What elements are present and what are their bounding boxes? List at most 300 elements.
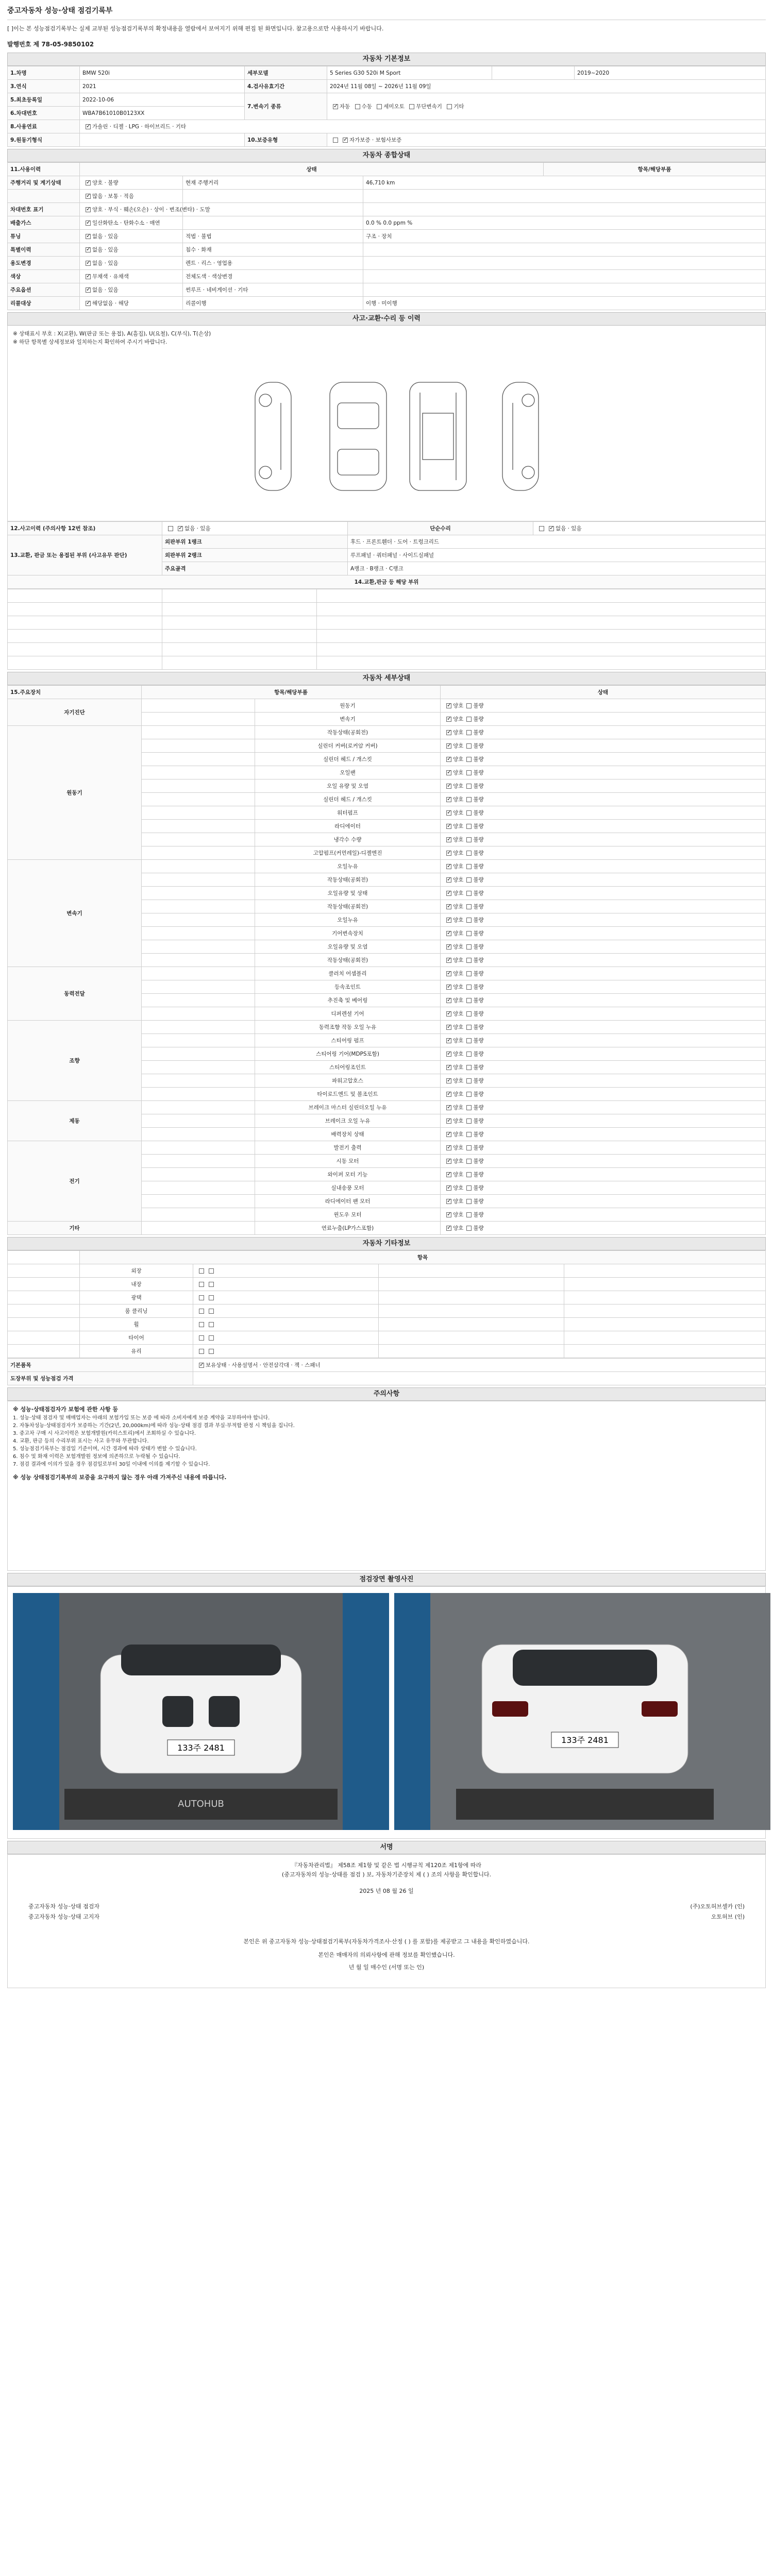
checkbox-good[interactable] [446, 985, 451, 990]
checkbox-good[interactable] [446, 1052, 451, 1057]
value-tools [193, 1359, 766, 1372]
detail-subgroup [142, 1021, 255, 1034]
detail-state [441, 1114, 766, 1128]
checkbox-bad[interactable] [466, 1145, 472, 1150]
detail-state [441, 1047, 766, 1061]
detail-group-4: 조향 [8, 1021, 142, 1101]
checkbox-bad[interactable] [209, 1282, 214, 1287]
overall-state [80, 203, 210, 216]
notifier-label: 중고자동차 성능·상태 고지자 [28, 1913, 100, 1920]
state-bad-label: 불량 [473, 730, 484, 736]
state-good-label: 양호 [453, 890, 464, 896]
state-good-label: 양호 [453, 1064, 464, 1071]
car-rear-photo [394, 1593, 770, 1830]
detail-item: 오일누유 [255, 860, 441, 873]
checkbox-bad[interactable] [466, 1118, 472, 1124]
other-blank [8, 1278, 80, 1291]
parts-cell [162, 603, 317, 616]
checkbox-yes[interactable] [178, 526, 183, 531]
checkbox-good[interactable] [446, 904, 451, 909]
detail-item: 브레이크 오일 누유 [255, 1114, 441, 1128]
checkbox-bad[interactable] [466, 810, 472, 816]
overall-extra: 침수 · 화재 [183, 243, 363, 257]
checkbox-good[interactable] [446, 944, 451, 950]
table-row [8, 257, 766, 270]
checkbox-good[interactable] [446, 730, 451, 735]
checkbox-bad[interactable] [209, 1349, 214, 1354]
table-row [8, 270, 766, 283]
checkbox-bad[interactable] [466, 717, 472, 722]
table-row [8, 297, 766, 310]
checkbox-bad[interactable] [466, 1011, 472, 1016]
detail-subgroup [142, 1208, 255, 1222]
detail-subgroup [142, 820, 255, 833]
detail-state [441, 873, 766, 887]
checkbox-state[interactable] [86, 221, 91, 226]
checkbox-good[interactable] [199, 1309, 204, 1314]
state-bad-label: 불량 [473, 743, 484, 749]
detail-subgroup [142, 1168, 255, 1181]
overall-table [7, 162, 766, 310]
overall-state [80, 230, 183, 243]
label-transmission: 7.변속기 종류 [245, 93, 327, 120]
value-simple-repair [533, 522, 766, 535]
state-good-label: 양호 [453, 1172, 464, 1178]
overall-value [363, 243, 766, 257]
checkbox-bad[interactable] [466, 904, 472, 909]
other-extra [379, 1331, 564, 1345]
label-outer-rank2: 외판부위 2랭크 [162, 549, 348, 562]
notes-footer: ※ 성능 상태점검기록부의 보증을 요구하지 않는 경우 아래 가져주신 내용에 따릅니다. [13, 1474, 227, 1481]
checkbox-good[interactable] [446, 1092, 451, 1097]
detail-subgroup [142, 873, 255, 887]
checkbox-state[interactable] [86, 207, 91, 212]
section-basic-info: 자동차 기본정보 [7, 53, 766, 66]
parts-cell [162, 630, 317, 643]
checkbox-bad[interactable] [209, 1309, 214, 1314]
detail-state [441, 766, 766, 779]
state-bad-label: 불량 [473, 917, 484, 923]
checkbox-good[interactable] [199, 1295, 204, 1300]
state-good-label: 양호 [453, 1051, 464, 1057]
checkbox-bad[interactable] [466, 770, 472, 775]
checkbox-good[interactable] [446, 877, 451, 883]
parts-cell [317, 656, 766, 670]
checkbox-good[interactable] [446, 851, 451, 856]
checkbox-bad[interactable] [466, 998, 472, 1003]
checkbox-good[interactable] [199, 1349, 204, 1354]
other-extra [379, 1304, 564, 1318]
checkbox-good[interactable] [446, 757, 451, 762]
photo-front [13, 1593, 389, 1830]
checkbox-state[interactable] [86, 274, 91, 279]
checkbox-state[interactable] [86, 301, 91, 306]
table-row [8, 283, 766, 297]
detail-state [441, 806, 766, 820]
state-good-label: 양호 [453, 743, 464, 749]
state-good-label: 양호 [453, 1185, 464, 1191]
parts-cell [317, 616, 766, 630]
table-row [8, 967, 766, 980]
detail-subgroup [142, 1047, 255, 1061]
detail-subgroup [142, 860, 255, 873]
wheel-icon [522, 394, 534, 406]
checkbox-bad[interactable] [209, 1322, 214, 1327]
checkbox-bad[interactable] [466, 743, 472, 749]
value-main-frame: A랭크 · B랭크 · C랭크 [348, 562, 766, 575]
checkbox-bad[interactable] [466, 971, 472, 976]
checkbox-bad[interactable] [466, 837, 472, 842]
checkbox-good[interactable] [446, 1078, 451, 1083]
table-row [8, 133, 766, 147]
detail-state [441, 820, 766, 833]
detail-subgroup [142, 954, 255, 967]
detail-subgroup [142, 1088, 255, 1101]
plate-text: 133주 2481 [561, 1735, 609, 1745]
checkbox-good[interactable] [446, 770, 451, 775]
detail-subgroup [142, 887, 255, 900]
checkbox-bad[interactable] [466, 797, 472, 802]
checkbox-good[interactable] [446, 1065, 451, 1070]
state-bad-label: 불량 [473, 1158, 484, 1164]
checkbox-bad[interactable] [466, 824, 472, 829]
checkbox-good[interactable] [446, 703, 451, 708]
car-floor [423, 413, 453, 460]
checkbox-good[interactable] [446, 1118, 451, 1124]
checkbox-good[interactable] [199, 1268, 204, 1274]
checkbox-bad[interactable] [466, 757, 472, 762]
table-row [8, 1345, 766, 1358]
signature-line-3: 본인은 위 중고자동차 성능·상태점검기록부(자동차가격조사·산정 ( ) 를 포함)를 제공받고 그 내용을 확인하였습니다. [243, 1938, 530, 1945]
state-bad-label: 불량 [473, 810, 484, 816]
checkbox-state[interactable] [86, 180, 91, 185]
checkbox-good[interactable] [446, 1226, 451, 1231]
state-good-label: 양호 [453, 730, 464, 736]
value-engine-type [80, 133, 245, 147]
checkbox-bad[interactable] [466, 1172, 472, 1177]
detail-state [441, 1222, 766, 1235]
detail-state [441, 1155, 766, 1168]
state-good-label: 양호 [453, 957, 464, 963]
checkbox-bad[interactable] [466, 1078, 472, 1083]
checkbox-bad[interactable] [466, 1092, 472, 1097]
checkbox-none[interactable] [539, 526, 544, 531]
checkbox-good[interactable] [199, 1322, 204, 1327]
other-extra [379, 1264, 564, 1278]
checkbox-good[interactable] [446, 1212, 451, 1217]
detail-subgroup [142, 967, 255, 980]
state-good-label: 양호 [453, 1024, 464, 1030]
checkbox-good[interactable] [446, 810, 451, 816]
state-bad-label: 불량 [473, 984, 484, 990]
checkbox-good[interactable] [446, 958, 451, 963]
label-year: 3.연식 [8, 80, 80, 93]
overall-value: 구조 · 장치 [363, 230, 766, 243]
checkbox-bad[interactable] [466, 1065, 472, 1070]
photo-panel [7, 1586, 766, 1839]
checkbox-bad[interactable] [466, 918, 472, 923]
state-bad-label: 불량 [473, 1078, 484, 1084]
detail-item: 스티어링조인트 [255, 1061, 441, 1074]
checkbox-other[interactable] [447, 104, 452, 109]
label-engine-type: 9.원동기형식 [8, 133, 80, 147]
parts-cell [317, 603, 766, 616]
overall-extra: 적법 · 불법 [183, 230, 363, 243]
warranty-options: 자가보증 · 보험사보증 [349, 137, 402, 143]
checkbox-bad[interactable] [466, 944, 472, 950]
state-options: 양호 · 불량 [92, 180, 119, 186]
label-main-frame: 주요골격 [162, 562, 348, 575]
detail-group-7: 기타 [8, 1222, 142, 1235]
detail-item: 스티어링 기어(MDPS포함) [255, 1047, 441, 1061]
checkbox-semi-auto[interactable] [377, 104, 382, 109]
table-row [8, 1331, 766, 1345]
checkbox-bad[interactable] [466, 730, 472, 735]
label-tools: 기본품목 [8, 1359, 193, 1372]
state-options: 없음 · 있음 [92, 247, 119, 253]
checkbox-yes[interactable] [549, 526, 554, 531]
checkbox-good[interactable] [446, 998, 451, 1003]
other-state [193, 1264, 379, 1278]
parts-cell [8, 643, 162, 656]
state-good-label: 양호 [453, 850, 464, 856]
checkbox-cvt[interactable] [409, 104, 414, 109]
state-bad-label: 불량 [473, 796, 484, 803]
table-row [8, 176, 766, 190]
detail-item: 작동상태(공회전) [255, 954, 441, 967]
document-title: 중고자동차 성능·상태 점검기록부 [7, 3, 766, 20]
checkbox-good[interactable] [446, 1132, 451, 1137]
state-options: 해당없음 · 해당 [92, 300, 129, 307]
state-bad-label: 불량 [473, 1118, 484, 1124]
checkbox-bad[interactable] [466, 1052, 472, 1057]
signature-line-2: (중고자동차의 성능·상태를 점검 ) 보, 자동차기준장치 제 ( ) 조의 사항을 확인합니다. [281, 1871, 492, 1878]
overall-extra: 현재 주행거리 [183, 176, 363, 190]
state-bad-label: 불량 [473, 1105, 484, 1111]
table-row [8, 80, 766, 93]
overall-state [80, 270, 183, 283]
header-item: 항목/해당부품 [544, 163, 766, 176]
header-state: 상태 [441, 686, 766, 699]
label-simple-repair: 단순수리 [348, 522, 533, 535]
checkbox-bad[interactable] [466, 1105, 472, 1110]
checkbox-good[interactable] [446, 717, 451, 722]
value-detail-model: 5 Series G30 520i M Sport [327, 66, 492, 80]
checkbox-good[interactable] [446, 891, 451, 896]
header-usage: 11.사용이력 [8, 163, 80, 176]
table-row [8, 726, 766, 739]
checkbox-bad[interactable] [466, 1185, 472, 1191]
table-row [8, 616, 766, 630]
checkbox-good[interactable] [446, 1145, 451, 1150]
option-label: 기타 [453, 104, 464, 110]
checkbox-none[interactable] [168, 526, 173, 531]
detail-item: 실린더 커버(로커암 커버) [255, 739, 441, 753]
state-bad-label: 불량 [473, 756, 484, 762]
checkbox-good[interactable] [446, 1159, 451, 1164]
detail-subgroup [142, 1034, 255, 1047]
detail-item: 발전기 출력 [255, 1141, 441, 1155]
checkbox-insurer-warranty[interactable] [343, 138, 348, 143]
checkbox-bad[interactable] [466, 1038, 472, 1043]
table-row [8, 203, 766, 216]
state-good-label: 양호 [453, 1078, 464, 1084]
other-extra [379, 1291, 564, 1304]
checkbox-bad[interactable] [209, 1295, 214, 1300]
overall-label: 특별이력 [8, 243, 80, 257]
table-row [8, 699, 766, 713]
detail-item: 디퍼렌셜 기어 [255, 1007, 441, 1021]
state-options: 양호 · 부식 · 훼손(오손) · 상이 · 변조(변타) · 도말 [92, 207, 210, 213]
checkbox-auto[interactable] [333, 104, 338, 109]
checkbox-bad[interactable] [466, 1159, 472, 1164]
detail-group-6: 전기 [8, 1141, 142, 1222]
label-warranty: 10.보증유형 [245, 133, 327, 147]
parts-cell [317, 589, 766, 603]
other-blank [8, 1318, 80, 1331]
checkbox-good[interactable] [446, 1038, 451, 1043]
checkbox-bad[interactable] [466, 931, 472, 936]
detail-state [441, 779, 766, 793]
checkbox-state[interactable] [86, 287, 91, 293]
checkbox-state[interactable] [86, 247, 91, 252]
checkbox-good[interactable] [446, 797, 451, 802]
detail-subgroup [142, 1141, 255, 1155]
document-number: 발행번호 제 78-05-9850102 [7, 41, 94, 48]
value-car-name: BMW 520i [80, 66, 245, 80]
parts-grid [7, 589, 766, 670]
overall-label: 용도변경 [8, 257, 80, 270]
detail-item: 등속조인트 [255, 980, 441, 994]
detail-item: 클러치 어셈블리 [255, 967, 441, 980]
detail-state [441, 900, 766, 913]
checkbox-bad[interactable] [466, 1226, 472, 1231]
detail-item: 파워고압호스 [255, 1074, 441, 1088]
detail-subgroup [142, 766, 255, 779]
checkbox-bad[interactable] [466, 891, 472, 896]
detail-item: 추진축 및 베어링 [255, 994, 441, 1007]
checkbox-bad[interactable] [209, 1268, 214, 1274]
checkbox-bad[interactable] [466, 1199, 472, 1204]
detail-subgroup [142, 806, 255, 820]
detail-state [441, 1061, 766, 1074]
state-good-label: 양호 [453, 703, 464, 709]
checkbox-good[interactable] [446, 931, 451, 936]
overall-label: 튜닝 [8, 230, 80, 243]
section-detail: 자동차 세부상태 [7, 672, 766, 685]
parts-cell [8, 656, 162, 670]
checkbox-gasoline[interactable] [86, 124, 91, 129]
table-row [8, 1264, 766, 1278]
checkbox-good[interactable] [446, 837, 451, 842]
checkbox-bad[interactable] [466, 1132, 472, 1137]
overall-state [80, 216, 183, 230]
overall-value [363, 270, 766, 283]
checkbox-good[interactable] [446, 784, 451, 789]
state-good-label: 양호 [453, 1038, 464, 1044]
overall-extra: 렌트 · 리스 · 영업용 [183, 257, 363, 270]
checkbox-good[interactable] [199, 1282, 204, 1287]
checkbox-good[interactable] [446, 824, 451, 829]
overall-state [80, 190, 183, 203]
value-first-registration: 2022-10-06 [80, 93, 245, 107]
detail-item: 실린더 헤드 / 개스킷 [255, 753, 441, 766]
state-good-label: 양호 [453, 930, 464, 937]
parts-header: 14.교환,판금 등 해당 부위 [8, 575, 766, 589]
transmission-options [327, 93, 766, 120]
other-item: 유리 [80, 1345, 193, 1358]
other-blank [8, 1304, 80, 1318]
checkbox-good[interactable] [446, 1172, 451, 1177]
checkbox-state[interactable] [86, 194, 91, 199]
section-notes: 주의사항 [7, 1387, 766, 1401]
checkbox-manual[interactable] [355, 104, 360, 109]
detail-subgroup [142, 1181, 255, 1195]
car-front-top [330, 382, 386, 490]
state-good-label: 양호 [453, 1212, 464, 1218]
detail-item: 시동 모터 [255, 1155, 441, 1168]
label-price: 도장부위 및 성능점검 가격 [8, 1372, 193, 1385]
checkbox-state[interactable] [86, 261, 91, 266]
checkbox-good[interactable] [446, 1199, 451, 1204]
overall-state [80, 176, 183, 190]
checkbox-good[interactable] [446, 918, 451, 923]
parts-cell [8, 616, 162, 630]
state-good-label: 양호 [453, 1131, 464, 1138]
checkbox-good[interactable] [446, 1011, 451, 1016]
detail-state [441, 793, 766, 806]
detail-state [441, 726, 766, 739]
checkbox-self-warranty[interactable] [333, 138, 338, 143]
checkbox-good[interactable] [446, 1025, 451, 1030]
checkbox-good[interactable] [446, 1105, 451, 1110]
table-row [8, 190, 766, 203]
overall-value [363, 257, 766, 270]
overall-state [80, 243, 183, 257]
checkbox-bad[interactable] [466, 784, 472, 789]
checkbox-bad[interactable] [209, 1335, 214, 1341]
state-good-label: 양호 [453, 1145, 464, 1151]
checkbox-bad[interactable] [466, 985, 472, 990]
table-row [8, 93, 766, 107]
checkbox-good[interactable] [199, 1335, 204, 1341]
table-row [8, 630, 766, 643]
checkbox-good[interactable] [446, 971, 451, 976]
state-bad-label: 불량 [473, 850, 484, 856]
checkbox-bad[interactable] [466, 877, 472, 883]
checkbox-bad[interactable] [466, 1025, 472, 1030]
detail-item: 워터펌프 [255, 806, 441, 820]
other-extra [564, 1304, 766, 1318]
checkbox-bad[interactable] [466, 958, 472, 963]
checkbox-good[interactable] [446, 864, 451, 869]
checkbox-good[interactable] [446, 743, 451, 749]
checkbox-state[interactable] [86, 234, 91, 239]
state-bad-label: 불량 [473, 997, 484, 1004]
detail-state [441, 846, 766, 860]
checkbox-bad[interactable] [466, 864, 472, 869]
checkbox-has-tools[interactable] [199, 1363, 204, 1368]
checkbox-bad[interactable] [466, 703, 472, 708]
other-blank [8, 1331, 80, 1345]
checkbox-good[interactable] [446, 1185, 451, 1191]
state-good-label: 양호 [453, 1118, 464, 1124]
state-bad-label: 불량 [473, 1172, 484, 1178]
checkbox-bad[interactable] [466, 851, 472, 856]
checkbox-bad[interactable] [466, 1212, 472, 1217]
state-bad-label: 불량 [473, 1198, 484, 1205]
value-fuel [80, 120, 766, 133]
